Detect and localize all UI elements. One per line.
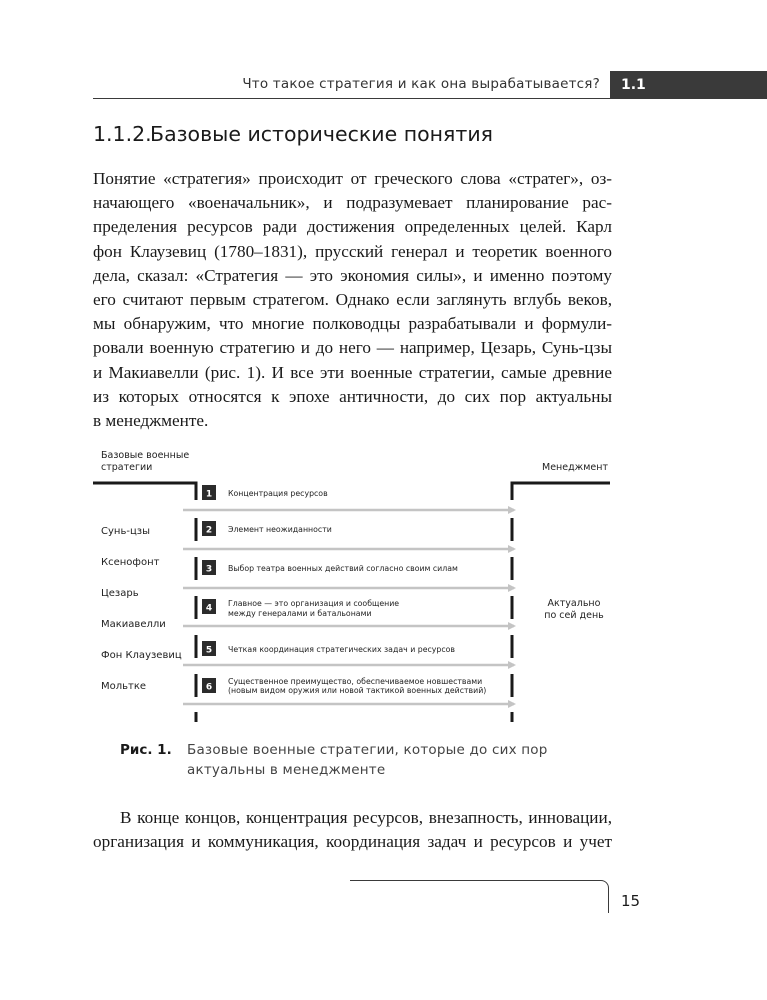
section-number: 1.1.2. bbox=[93, 122, 152, 146]
chapter-tab: 1.1 bbox=[610, 71, 767, 99]
strategist-name: Ксенофонт bbox=[101, 557, 160, 568]
paragraph-line: в менеджменте. bbox=[93, 411, 209, 431]
strategist-name: Мольтке bbox=[101, 681, 147, 692]
principle-number: 3 bbox=[205, 564, 213, 575]
strategist-list bbox=[101, 526, 182, 692]
strategist-name: Сунь-цзы bbox=[101, 526, 150, 537]
principle-number: 1 bbox=[205, 489, 213, 500]
principle-number: 4 bbox=[205, 603, 213, 614]
principle-text: Выбор театра военных действий согласно своим силам bbox=[228, 564, 458, 573]
section-heading bbox=[93, 122, 493, 146]
paragraph-1 bbox=[93, 167, 612, 433]
caption-label: Рис. 1. bbox=[120, 742, 172, 758]
running-header bbox=[93, 74, 610, 99]
footer-rule bbox=[350, 880, 609, 913]
principle-text: (новым видом оружия или новой тактикой военных действий) bbox=[228, 686, 487, 695]
relevance-label: по сей день bbox=[544, 610, 604, 621]
principle-text: между генералами и батальонами bbox=[228, 609, 372, 618]
figure-diagram bbox=[0, 440, 767, 740]
paragraph-line: фон Клаузевиц (1780–1831), прусский генерал и теоретик военного bbox=[93, 241, 612, 261]
relevance-label: Актуально bbox=[547, 598, 601, 609]
strategist-name: Фон Клаузевиц bbox=[101, 650, 182, 661]
paragraph-line: В конце концов, концентрация ресурсов, внезапность, инновации, bbox=[120, 808, 612, 827]
paragraph-line: начающего «военачальник», и подразумевает планирование рас- bbox=[93, 193, 612, 213]
principle-text: Существенное преимущество, обеспечиваемое новшествами bbox=[228, 677, 483, 686]
paragraph-line: пределения ресурсов ради достижения определенных целей. Карл bbox=[93, 217, 612, 237]
caption-text: Базовые военные стратегии, которые до сих пор актуальны в менеджменте bbox=[187, 742, 548, 778]
paragraph-line: ровали военную стратегию и до него — например, Цезарь, Сунь-цзы bbox=[93, 338, 612, 358]
principle-text: Элемент неожиданности bbox=[228, 525, 332, 534]
right-step-bar bbox=[512, 483, 610, 500]
right-header: Менеджмент bbox=[542, 462, 608, 473]
left-header-line: Базовые военные bbox=[101, 450, 190, 461]
principle-number: 6 bbox=[205, 682, 213, 693]
strategy-diagram bbox=[0, 440, 767, 740]
strategist-name: Цезарь bbox=[101, 588, 139, 599]
principle-number: 5 bbox=[205, 645, 213, 656]
paragraph-line: его считают первым стратегом. Однако если заглянуть вглубь веков, bbox=[93, 290, 612, 310]
principle-text: Концентрация ресурсов bbox=[228, 489, 328, 498]
paragraph-line: дела, сказал: «Стратегия — это экономия силы», и именно поэтому bbox=[93, 265, 612, 285]
page-number: 15 bbox=[621, 892, 641, 910]
paragraph-line: организация и коммуникация, координация задач и ресурсов и учет bbox=[93, 832, 612, 852]
paragraph-2 bbox=[93, 806, 612, 854]
principle-text: Главное — это организация и сообщение bbox=[228, 599, 400, 608]
paragraph-line: мы обнаружим, что многие полководцы разрабатывали и формули- bbox=[93, 314, 612, 334]
paragraph-line: из которых относятся к эпохе античности, до сих пор актуальны bbox=[93, 386, 612, 406]
principle-number: 2 bbox=[205, 525, 213, 536]
left-step-bar bbox=[93, 483, 196, 500]
strategist-name: Макиавелли bbox=[101, 619, 166, 630]
section-title: Базовые исторические понятия bbox=[150, 122, 493, 146]
running-header-title: Что такое стратегия и как она вырабатывается? bbox=[242, 76, 600, 92]
left-header-line: стратегии bbox=[101, 462, 153, 473]
paragraph-line: Понятие «стратегия» происходит от греческого слова «стратег», оз- bbox=[93, 169, 612, 188]
paragraph-line: и Макиавелли (рис. 1). И все эти военные стратегии, самые древние bbox=[93, 362, 612, 382]
principle-text: Четкая координация стратегических задач и ресурсов bbox=[228, 645, 456, 654]
